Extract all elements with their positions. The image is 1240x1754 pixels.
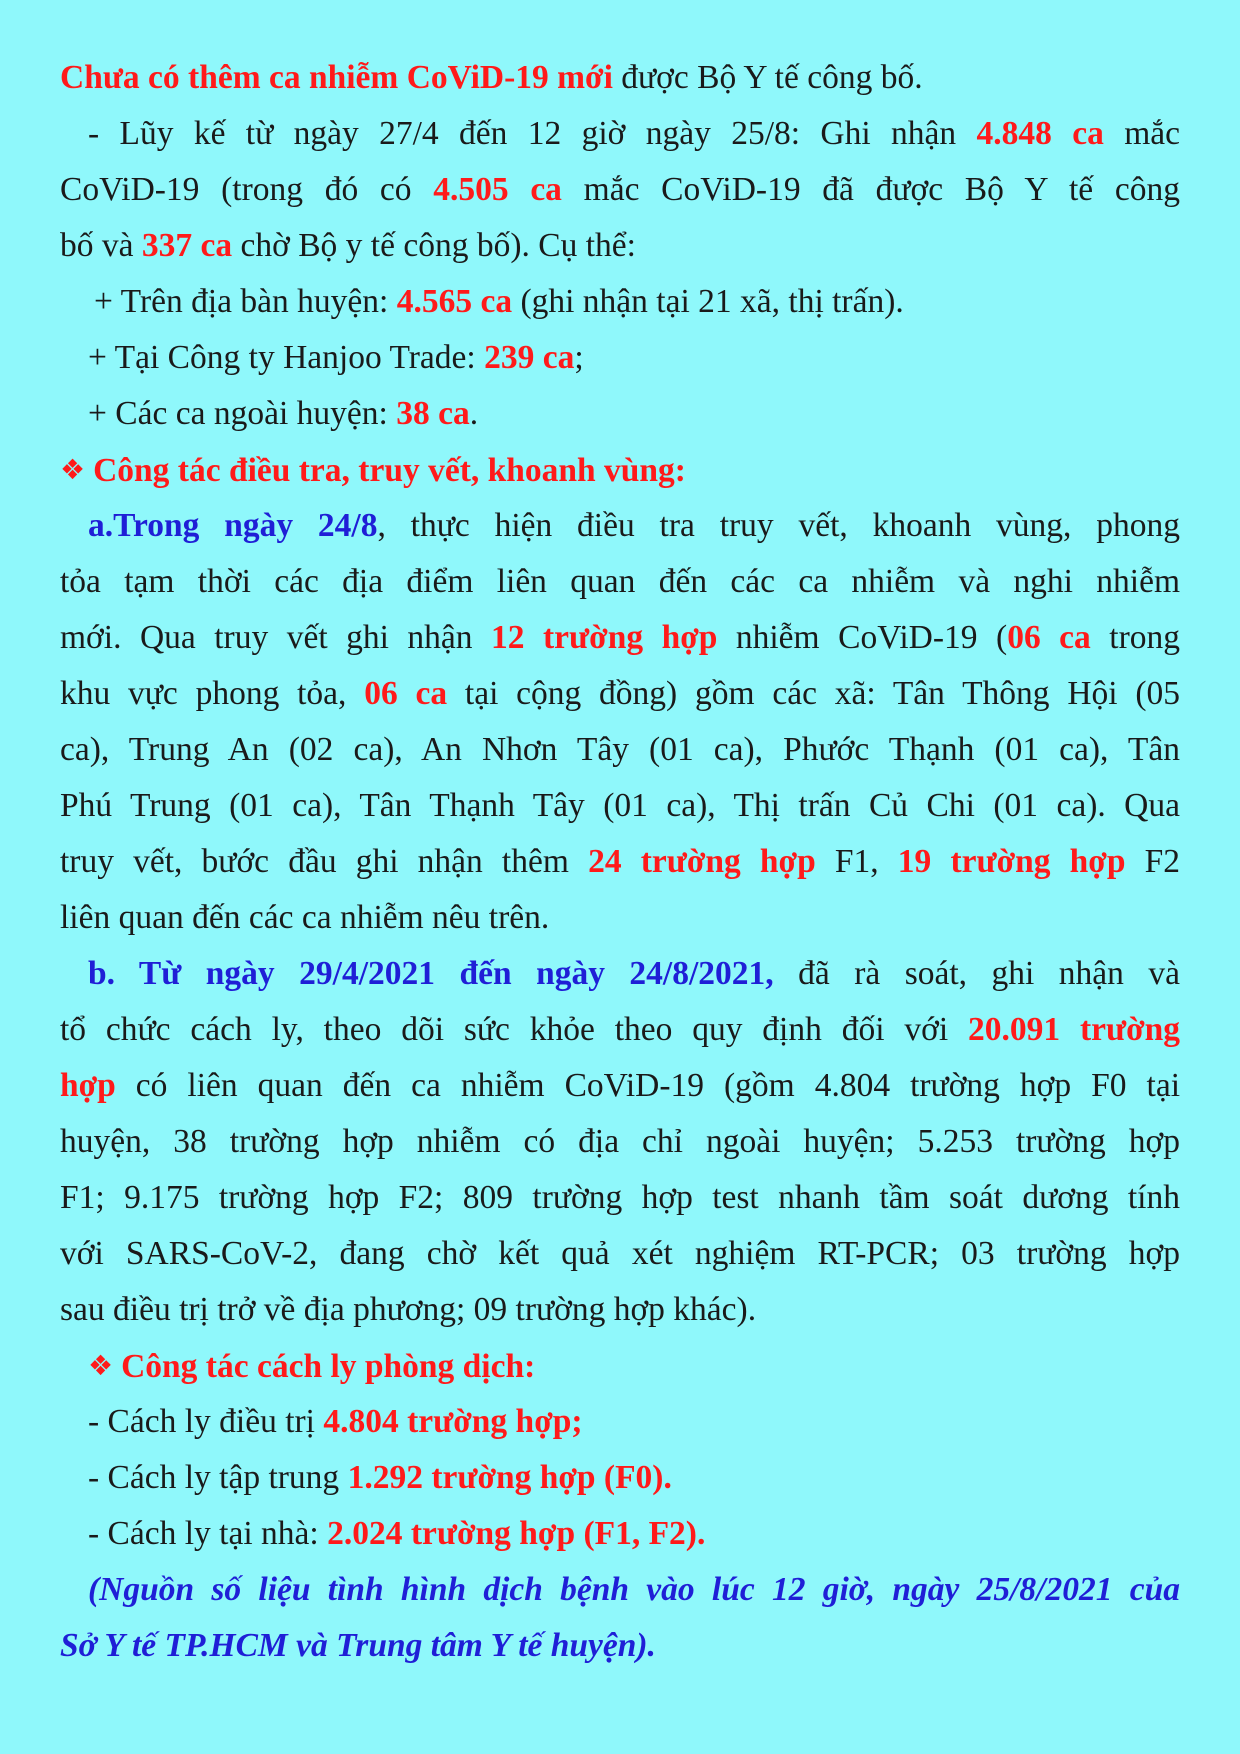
trace-b-line-5: F1; 9.175 trường hợp F2; 809 trường hợp test nhanh tầm soát dương tính <box>60 1179 1180 1216</box>
breakdown-value: 239 ca <box>484 339 575 376</box>
breakdown-value: 4.565 ca <box>396 283 513 320</box>
intro-line <box>60 50 1180 106</box>
isolation-value: 2.024 trường hợp (F1, F2). <box>327 1515 706 1552</box>
trace-b-line-4: huyện, 38 trường hợp nhiễm có địa chỉ ngoài huyện; 5.253 trường hợp <box>60 1123 1180 1160</box>
cumulative-line-1: - Lũy kế từ ngày 27/4 đến 12 giờ ngày 25/8: Ghi nhận 4.848 ca mắc <box>88 115 1180 152</box>
total-cases: 4.848 ca <box>976 115 1104 152</box>
breakdown-item: + Trên địa bàn huyện: 4.565 ca (ghi nhận tại 21 xã, thị trấn). <box>94 283 904 320</box>
breakdown-item: + Các ca ngoài huyện: 38 ca. <box>88 395 479 432</box>
trace-a-line-7: truy vết, bước đầu ghi nhận thêm 24 trường hợp F1, 19 trường hợp F2 <box>60 843 1180 880</box>
breakdown-value: 38 ca <box>396 395 470 432</box>
announced-cases: 4.505 ca <box>433 171 562 208</box>
trace-a-line-3: mới. Qua truy vết ghi nhận 12 trường hợp nhiễm CoViD-19 (06 ca trong <box>60 619 1180 656</box>
trace-b-line-3: hợp có liên quan đến ca nhiễm CoViD-19 (gồm 4.804 trường hợp F0 tại <box>60 1067 1180 1104</box>
trace-b-line-6: với SARS-CoV-2, đang chờ kết quả xét nghiệm RT-PCR; 03 trường hợp <box>60 1235 1180 1272</box>
source-line-2: Sở Y tế TP.HCM và Trung tâm Y tế huyện). <box>60 1627 656 1664</box>
isolation-item: - Cách ly tại nhà: 2.024 trường hợp (F1, F2). <box>88 1515 706 1552</box>
diamond-bullet-icon: ❖ <box>88 1349 114 1382</box>
trace-b-line-1: b. Từ ngày 29/4/2021 đến ngày 24/8/2021, đã rà soát, ghi nhận và <box>88 955 1180 992</box>
cumulative-line-3: bố và 337 ca chờ Bộ y tế công bố). Cụ thể: <box>60 227 636 264</box>
isolation-item: - Cách ly tập trung 1.292 trường hợp (F0). <box>88 1459 672 1496</box>
isolation-value: 4.804 trường hợp; <box>323 1403 583 1440</box>
source-line-1: (Nguồn số liệu tình hình dịch bệnh vào lúc 12 giờ, ngày 25/8/2021 của <box>88 1571 1180 1608</box>
trace-a-line-1: a.Trong ngày 24/8, thực hiện điều tra truy vết, khoanh vùng, phong <box>88 507 1180 544</box>
cumulative-line-2: CoViD-19 (trong đó có 4.505 ca mắc CoViD-19 đã được Bộ Y tế công <box>60 171 1180 208</box>
trace-a-line-8: liên quan đến các ca nhiễm nêu trên. <box>60 899 550 936</box>
trace-b-line-7: sau điều trị trở về địa phương; 09 trường hợp khác). <box>60 1291 757 1328</box>
section-trace-title: Công tác điều tra, truy vết, khoanh vùng: <box>93 452 686 489</box>
isolation-item: - Cách ly điều trị 4.804 trường hợp; <box>88 1403 583 1440</box>
isolation-value: 1.292 trường hợp (F0). <box>347 1459 672 1496</box>
trace-a-line-6: Phú Trung (01 ca), Tân Thạnh Tây (01 ca), Thị trấn Củ Chi (01 ca). Qua <box>60 787 1180 824</box>
trace-b-label: b. Từ ngày 29/4/2021 đến ngày 24/8/2021, <box>88 955 774 992</box>
section-isolation-heading <box>60 1338 1180 1394</box>
trace-a-label: a.Trong ngày 24/8 <box>88 507 378 544</box>
intro-headline: Chưa có thêm ca nhiễm CoViD-19 mới <box>60 59 613 96</box>
trace-a-line-2: tỏa tạm thời các địa điểm liên quan đến các ca nhiễm và nghi nhiễm <box>60 563 1180 600</box>
section-trace-heading <box>60 442 1180 498</box>
pending-cases: 337 ca <box>141 227 233 264</box>
breakdown-item: + Tại Công ty Hanjoo Trade: 239 ca; <box>88 339 584 376</box>
trace-b-line-2: tổ chức cách ly, theo dõi sức khỏe theo quy định đối với 20.091 trường <box>60 1011 1180 1048</box>
trace-a-line-4: khu vực phong tỏa, 06 ca tại cộng đồng) gồm các xã: Tân Thông Hội (05 <box>60 675 1180 712</box>
intro-rest: được Bộ Y tế công bố. <box>612 59 923 96</box>
section-isolation-title: Công tác cách ly phòng dịch: <box>121 1348 536 1385</box>
trace-a-line-5: ca), Trung An (02 ca), An Nhơn Tây (01 ca), Phước Thạnh (01 ca), Tân <box>60 731 1180 768</box>
diamond-bullet-icon: ❖ <box>60 453 86 486</box>
